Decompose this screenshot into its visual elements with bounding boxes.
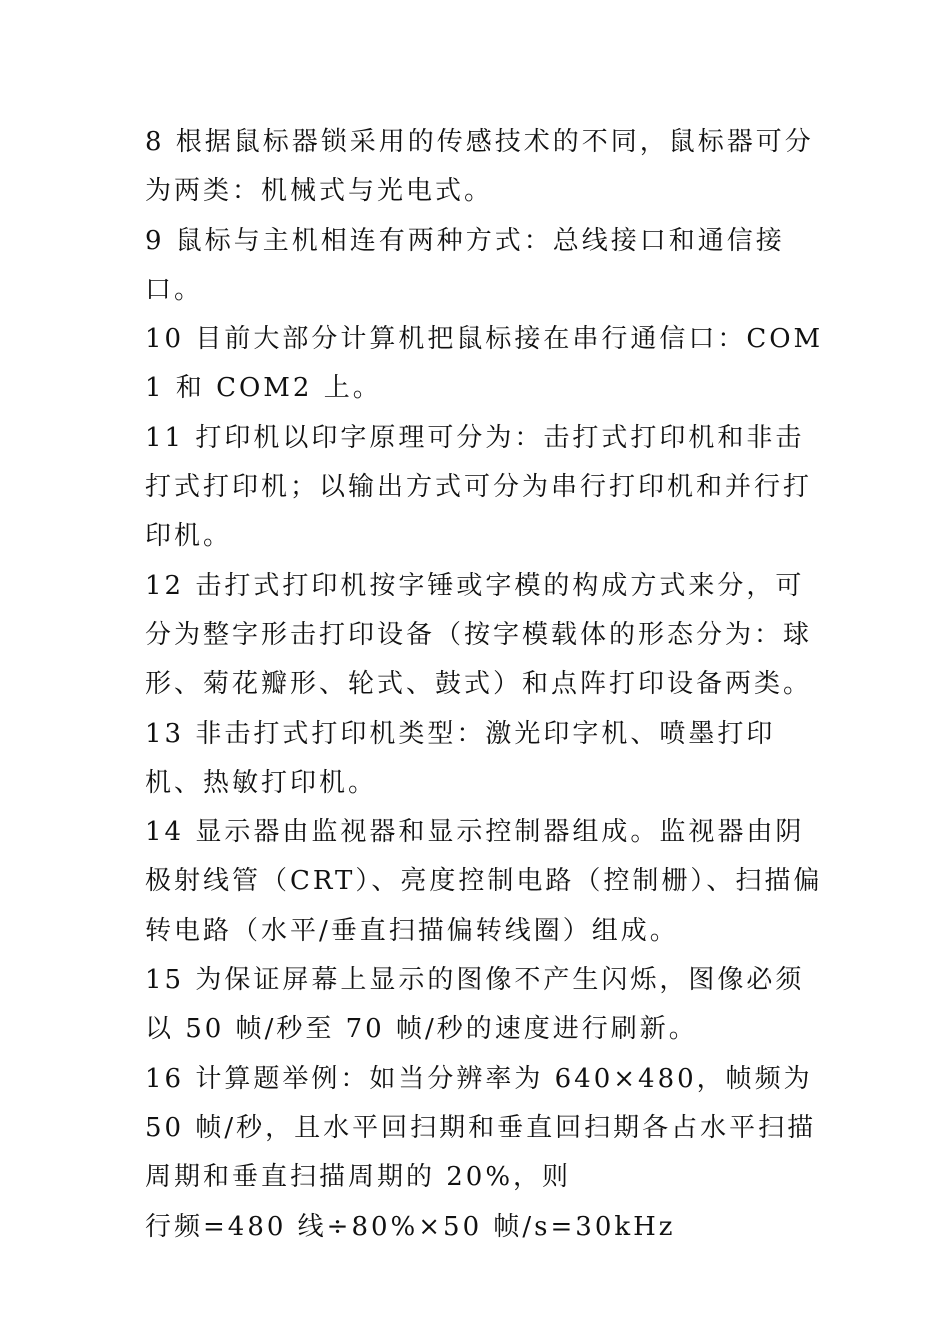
paragraph-8-mouse-sensor-types: 8 根据鼠标器锁采用的传感技术的不同，鼠标器可分为两类：机械式与光电式。 [145,127,814,207]
paragraph-10-serial-port: 10 目前大部分计算机把鼠标接在串行通信口：COM1 和 COM2 上。 [145,324,824,404]
paragraph-11-printer-types: 11 打印机以印字原理可分为：击打式打印机和非击打式打印机；以输出方式可分为串行打印机和并行打印机。 [145,422,813,552]
paragraph-16-calculation-example: 16 计算题举例：如当分辨率为 640×480，帧频为 50 帧/秒，且水平回扫期和垂直回扫期各占水平扫描周期和垂直扫描周期的 20%，则 [145,1063,817,1193]
paragraph-13-non-impact-printers: 13 非击打式打印机类型：激光印字机、喷墨打印机、热敏打印机。 [145,718,776,798]
paragraph-9-mouse-connection: 9 鼠标与主机相连有两种方式：总线接口和通信接口。 [145,225,785,305]
line-frequency-formula: 行频=480 线÷80%×50 帧/s=30kHz [145,1211,676,1242]
paragraph-12-impact-printers: 12 击打式打印机按字锤或字模的构成方式来分，可分为整字形击打印设备（按字模载体的形态分为：球形、菊花瓣形、轮式、鼓式）和点阵打印设备两类。 [145,570,813,700]
paragraph-14-display-components: 14 显示器由监视器和显示控制器组成。监视器由阴极射线管（CRT）、亮度控制电路（控制栅）、扫描偏转电路（水平/垂直扫描偏转线圈）组成。 [145,817,823,946]
document-body [145,118,825,1252]
paragraph-15-refresh-rate: 15 为保证屏幕上显示的图像不产生闪烁，图像必须以 50 帧/秒至 70 帧/秒的速度进行刷新。 [145,965,805,1045]
